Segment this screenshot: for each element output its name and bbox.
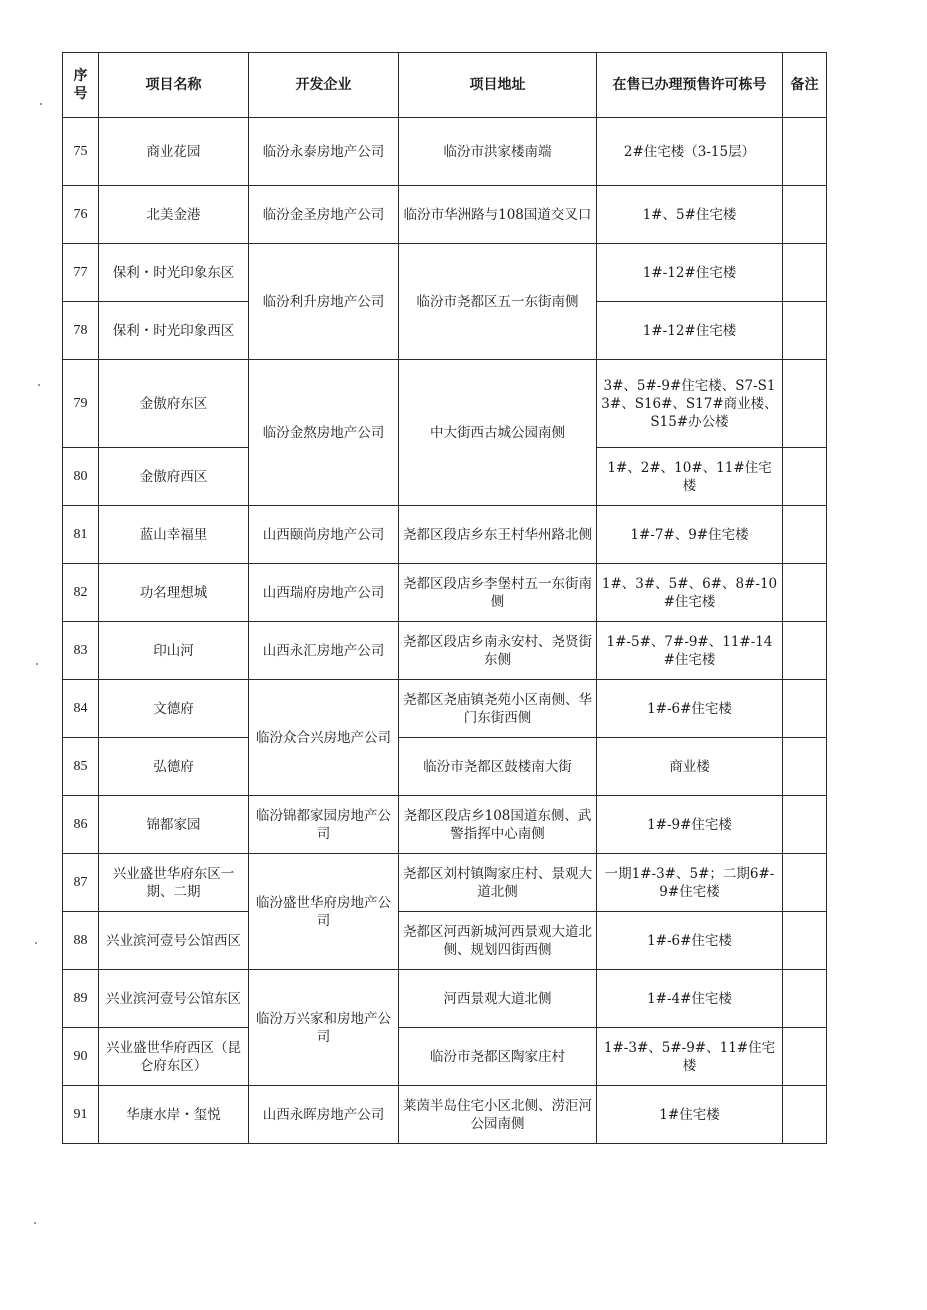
row-permit-buildings: 1#-4#住宅楼 — [597, 970, 783, 1028]
row-seq: 86 — [63, 796, 99, 854]
row-remarks — [783, 796, 827, 854]
row-project-name: 兴业滨河壹号公馆西区 — [99, 912, 249, 970]
table-row — [63, 1028, 827, 1086]
row-project-name: 商业花园 — [99, 118, 249, 186]
header-developer: 开发企业 — [249, 53, 399, 118]
row-developer: 临汾锦都家园房地产公司 — [249, 796, 399, 854]
row-address: 河西景观大道北侧 — [399, 970, 597, 1028]
row-permit-buildings: 1#-7#、9#住宅楼 — [597, 506, 783, 564]
row-remarks — [783, 1086, 827, 1144]
row-project-name: 兴业盛世华府西区（昆仑府东区） — [99, 1028, 249, 1086]
row-permit-buildings: 1#住宅楼 — [597, 1086, 783, 1144]
presale-permit-table — [62, 52, 827, 1144]
row-address: 临汾市华洲路与108国道交叉口 — [399, 186, 597, 244]
row-permit-buildings: 商业楼 — [597, 738, 783, 796]
row-seq: 87 — [63, 854, 99, 912]
row-permit-buildings: 1#-5#、7#-9#、11#-14#住宅楼 — [597, 622, 783, 680]
row-project-name: 兴业盛世华府东区一期、二期 — [99, 854, 249, 912]
row-developer: 临汾众合兴房地产公司 — [249, 680, 399, 796]
row-permit-buildings: 1#-6#住宅楼 — [597, 912, 783, 970]
row-developer: 临汾万兴家和房地产公司 — [249, 970, 399, 1086]
row-seq: 91 — [63, 1086, 99, 1144]
row-project-name: 华康水岸・玺悦 — [99, 1086, 249, 1144]
row-seq: 83 — [63, 622, 99, 680]
table-row — [63, 1086, 827, 1144]
row-permit-buildings: 1#-9#住宅楼 — [597, 796, 783, 854]
row-seq: 89 — [63, 970, 99, 1028]
row-remarks — [783, 912, 827, 970]
table-row — [63, 506, 827, 564]
row-project-name: 北美金港 — [99, 186, 249, 244]
row-address: 中大街西古城公园南侧 — [399, 360, 597, 506]
row-project-name: 保利・时光印象西区 — [99, 302, 249, 360]
row-address: 尧都区段店乡108国道东侧、武警指挥中心南侧 — [399, 796, 597, 854]
row-remarks — [783, 118, 827, 186]
row-remarks — [783, 680, 827, 738]
table-row — [63, 912, 827, 970]
row-permit-buildings: 1#-3#、5#-9#、11#住宅楼 — [597, 1028, 783, 1086]
row-developer: 临汾永泰房地产公司 — [249, 118, 399, 186]
row-project-name: 弘德府 — [99, 738, 249, 796]
scan-speck — [40, 103, 42, 105]
row-remarks — [783, 622, 827, 680]
row-remarks — [783, 506, 827, 564]
row-address: 尧都区段店乡李堡村五一东街南侧 — [399, 564, 597, 622]
row-remarks — [783, 448, 827, 506]
row-seq: 85 — [63, 738, 99, 796]
header-remarks: 备注 — [783, 53, 827, 118]
row-seq: 90 — [63, 1028, 99, 1086]
row-permit-buildings: 1#-12#住宅楼 — [597, 244, 783, 302]
row-permit-buildings: 1#、2#、10#、11#住宅楼 — [597, 448, 783, 506]
row-project-name: 锦都家园 — [99, 796, 249, 854]
row-address: 临汾市尧都区陶家庄村 — [399, 1028, 597, 1086]
header-project-name: 项目名称 — [99, 53, 249, 118]
row-developer: 山西永晖房地产公司 — [249, 1086, 399, 1144]
row-remarks — [783, 360, 827, 448]
row-seq: 77 — [63, 244, 99, 302]
row-project-name: 功名理想城 — [99, 564, 249, 622]
table-row — [63, 244, 827, 302]
row-seq: 88 — [63, 912, 99, 970]
header-address: 项目地址 — [399, 53, 597, 118]
row-address: 尧都区河西新城河西景观大道北侧、规划四街西侧 — [399, 912, 597, 970]
row-developer: 临汾金圣房地产公司 — [249, 186, 399, 244]
table-header-row — [63, 53, 827, 118]
row-developer: 山西颐尚房地产公司 — [249, 506, 399, 564]
row-developer: 临汾金熬房地产公司 — [249, 360, 399, 506]
row-permit-buildings: 3#、5#-9#住宅楼、S7-S13#、S16#、S17#商业楼、S15#办公楼 — [597, 360, 783, 448]
row-seq: 76 — [63, 186, 99, 244]
scan-speck — [38, 384, 40, 386]
row-developer: 山西永汇房地产公司 — [249, 622, 399, 680]
row-remarks — [783, 244, 827, 302]
row-developer: 临汾盛世华府房地产公司 — [249, 854, 399, 970]
row-project-name: 金傲府西区 — [99, 448, 249, 506]
row-seq: 79 — [63, 360, 99, 448]
row-address: 临汾市尧都区鼓楼南大街 — [399, 738, 597, 796]
row-permit-buildings: 2#住宅楼（3-15层） — [597, 118, 783, 186]
row-project-name: 蓝山幸福里 — [99, 506, 249, 564]
row-remarks — [783, 854, 827, 912]
row-address: 尧都区尧庙镇尧苑小区南侧、华门东街西侧 — [399, 680, 597, 738]
row-project-name: 印山河 — [99, 622, 249, 680]
scan-speck — [35, 942, 37, 944]
row-address: 尧都区刘村镇陶家庄村、景观大道北侧 — [399, 854, 597, 912]
row-developer: 山西瑞府房地产公司 — [249, 564, 399, 622]
row-permit-buildings: 1#-12#住宅楼 — [597, 302, 783, 360]
row-project-name: 金傲府东区 — [99, 360, 249, 448]
row-project-name: 文德府 — [99, 680, 249, 738]
row-project-name: 兴业滨河壹号公馆东区 — [99, 970, 249, 1028]
row-seq: 82 — [63, 564, 99, 622]
row-remarks — [783, 186, 827, 244]
row-seq: 75 — [63, 118, 99, 186]
row-address: 尧都区段店乡南永安村、尧贤街东侧 — [399, 622, 597, 680]
row-seq: 78 — [63, 302, 99, 360]
table-row — [63, 680, 827, 738]
scan-speck — [34, 1222, 36, 1224]
table-row — [63, 854, 827, 912]
row-permit-buildings: 一期1#-3#、5#；二期6#-9#住宅楼 — [597, 854, 783, 912]
row-remarks — [783, 302, 827, 360]
table-row — [63, 738, 827, 796]
row-developer: 临汾利升房地产公司 — [249, 244, 399, 360]
header-permit-buildings: 在售已办理预售许可栋号 — [597, 53, 783, 118]
table-row — [63, 796, 827, 854]
row-address: 临汾市尧都区五一东街南侧 — [399, 244, 597, 360]
row-remarks — [783, 1028, 827, 1086]
row-seq: 80 — [63, 448, 99, 506]
row-seq: 84 — [63, 680, 99, 738]
table-row — [63, 970, 827, 1028]
table-row — [63, 622, 827, 680]
row-permit-buildings: 1#、5#住宅楼 — [597, 186, 783, 244]
row-remarks — [783, 564, 827, 622]
row-remarks — [783, 970, 827, 1028]
table-row — [63, 564, 827, 622]
table-row — [63, 360, 827, 448]
header-seq: 序号 — [63, 53, 99, 118]
row-permit-buildings: 1#-6#住宅楼 — [597, 680, 783, 738]
row-project-name: 保利・时光印象东区 — [99, 244, 249, 302]
row-address: 临汾市洪家楼南端 — [399, 118, 597, 186]
row-seq: 81 — [63, 506, 99, 564]
scan-speck — [36, 663, 38, 665]
row-address: 莱茵半岛住宅小区北侧、涝洰河公园南侧 — [399, 1086, 597, 1144]
table-row — [63, 186, 827, 244]
table-row — [63, 118, 827, 186]
row-remarks — [783, 738, 827, 796]
row-address: 尧都区段店乡东王村华州路北侧 — [399, 506, 597, 564]
row-permit-buildings: 1#、3#、5#、6#、8#-10#住宅楼 — [597, 564, 783, 622]
